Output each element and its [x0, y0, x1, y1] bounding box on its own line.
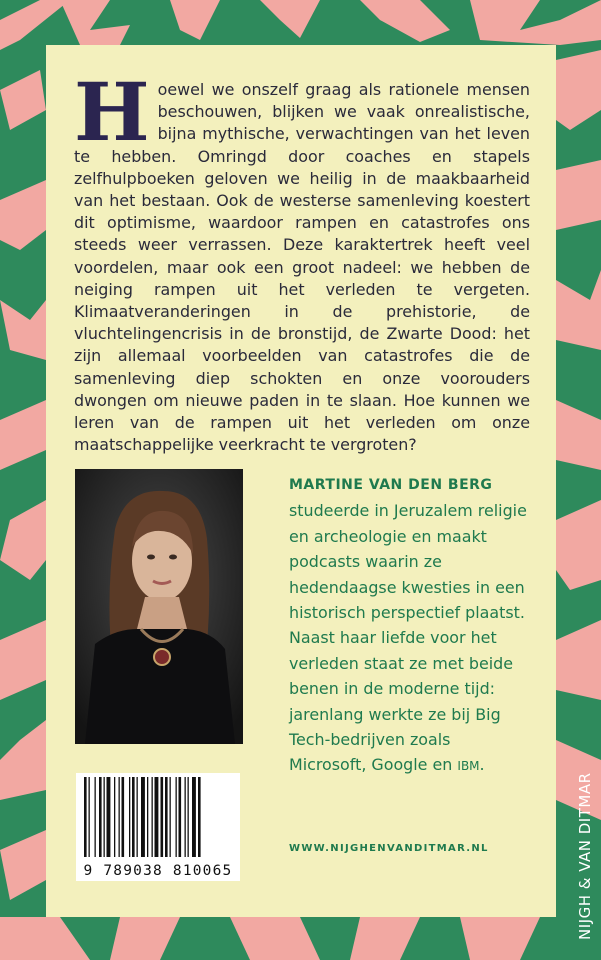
barcode-bar	[95, 777, 96, 857]
barcode-bar	[132, 777, 135, 857]
barcode-bar	[122, 777, 125, 857]
isbn-barcode	[76, 773, 240, 881]
barcode-bars	[82, 777, 234, 857]
author-name: MARTINE VAN DEN BERG	[289, 477, 493, 493]
isbn-number: 9 789038 810065	[83, 863, 233, 879]
barcode-bar	[188, 777, 189, 857]
barcode-bar	[165, 777, 168, 857]
barcode-bar	[198, 777, 201, 857]
barcode-bar	[170, 777, 171, 857]
barcode-bar	[107, 777, 111, 857]
barcode-bar	[161, 777, 164, 857]
barcode-bar	[152, 777, 153, 857]
drop-cap: H	[74, 65, 150, 159]
barcode-bar	[84, 777, 87, 857]
author-bio-ibm: IBM	[457, 759, 480, 774]
barcode-bar	[176, 777, 177, 857]
publisher-spine-text: NIJGH & VAN DITMAR	[576, 772, 594, 940]
barcode-bar	[141, 777, 145, 857]
barcode-bar	[179, 777, 182, 857]
author-bio-text: studeerde in Jeruzalem religie en archeologie en maakt podcasts waarin ze hedendaagse kwesties in een historisch perspectief plaatst. Naast haar liefde voor het verleden staat ze met beide benen in de moderne tijd: jarenlang werkte ze bij Big Tech-bedrijven zoals Microsoft, Google en	[289, 501, 527, 775]
blurb-paragraph	[74, 65, 530, 456]
barcode-bar	[89, 777, 90, 857]
barcode-bar	[147, 777, 148, 857]
barcode-bar	[155, 777, 159, 857]
author-bio	[289, 471, 531, 780]
barcode-bar	[104, 777, 105, 857]
barcode-bar	[137, 777, 138, 857]
barcode-bar	[185, 777, 186, 857]
blurb-text: oewel we onszelf graag als rationele mensen beschouwen, blijken we vaak onrealistische, bijna mythische, verwachtingen van het leven te hebben. Omringd door coaches en stapels zelfhulpboeken geloven we heilig in de maakbaarheid van het bestaan. Ook de westerse samenleving koestert dit optimisme, waardoor rampen en catastrofes ons steeds weer verrassen. Deze karaktertrek heeft veel voordelen, maar ook een groot nadeel: we hebben de neiging rampen uit het verleden te vergeten. Klimaatveranderingen in de prehistorie, de vluchtelingencrisis in de bronstijd, de Zwarte Dood: het zijn allemaal voorbeelden van catastrofes die de samenleving diep schokten en onze voorouders dwongen om nieuwe paden in te slaan. Hoe kunnen we leren van de rampen uit het verleden om onze maatschappelijke veerkracht te vergroten?	[74, 80, 530, 455]
barcode-bar	[99, 777, 102, 857]
barcode-bar	[129, 777, 130, 857]
barcode-bar	[192, 777, 196, 857]
barcode-bar	[119, 777, 120, 857]
publisher-website[interactable]: WWW.NIJGHENVANDITMAR.NL	[289, 843, 489, 854]
author-bio-end: .	[479, 755, 485, 775]
barcode-bar	[114, 777, 115, 857]
author-photo	[75, 469, 243, 744]
